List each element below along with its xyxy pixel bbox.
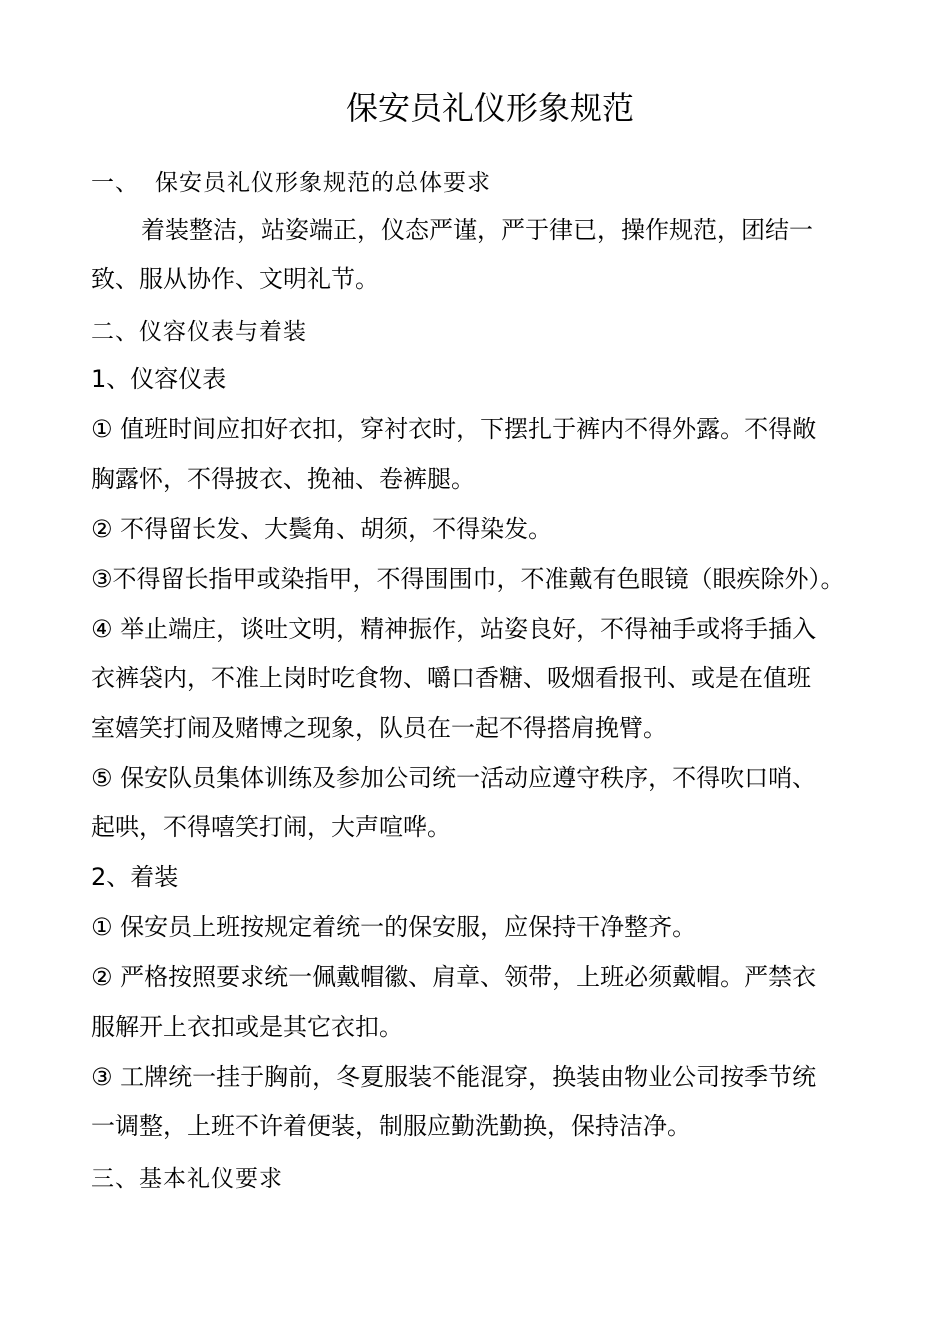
section-heading-1 — [91, 166, 491, 200]
paragraph-line: 着装整洁，站姿端正，仪态严谨，严于律已，操作规范，团结一 — [141, 216, 813, 244]
section-heading-2: 二、仪容仪表与着装 — [91, 319, 307, 345]
list-item-line: ③ 工牌统一挂于胸前，冬夏服装不能混穿，换装由物业公司按季节统 — [91, 1063, 817, 1091]
list-item-line: ④ 举止端庄，谈吐文明，精神振作，站姿良好，不得袖手或将手插入 — [91, 615, 817, 643]
list-item-line: ① 保安员上班按规定着统一的保安服，应保持干净整齐。 — [91, 913, 697, 941]
paragraph-line: 致、服从协作、文明礼节。 — [91, 265, 379, 293]
list-item-line: 胸露怀，不得披衣、挽袖、卷裤腿。 — [91, 465, 475, 493]
section-number: 一、 — [91, 170, 139, 196]
list-item-line: ⑤ 保安队员集体训练及参加公司统一活动应遵守秩序，不得吹口哨、 — [91, 764, 817, 792]
list-item-line: 服解开上衣扣或是其它衣扣。 — [91, 1013, 403, 1041]
list-item-line: 起哄，不得嘻笑打闹，大声喧哗。 — [91, 813, 451, 841]
list-item-line: 一调整，上班不许着便装，制服应勤洗勤换，保持洁净。 — [91, 1112, 691, 1140]
list-item-line: ① 值班时间应扣好衣扣，穿衬衣时，下摆扎于裤内不得外露。不得敞 — [91, 415, 817, 443]
list-item-line: ② 严格按照要求统一佩戴帽徽、肩章、领带，上班必须戴帽。严禁衣 — [91, 963, 817, 991]
list-item-line: ③不得留长指甲或染指甲，不得围围巾，不准戴有色眼镜（眼疾除外）。 — [91, 565, 845, 593]
list-item-line: 室嬉笑打闹及赌博之现象，队员在一起不得搭肩挽臂。 — [91, 714, 667, 742]
section-heading-3: 三、基本礼仪要求 — [91, 1166, 283, 1192]
list-item-line: 衣裤袋内，不准上岗时吃食物、嚼口香糖、吸烟看报刊、或是在值班 — [91, 664, 811, 692]
section-heading-text: 保安员礼仪形象规范的总体要求 — [155, 170, 491, 196]
list-item-line: ② 不得留长发、大鬓角、胡须，不得染发。 — [91, 515, 553, 543]
document-title: 保安员礼仪形象规范 — [345, 89, 634, 127]
subsection-heading-2: 2、着装 — [91, 863, 179, 891]
subsection-heading-1: 1、仪容仪表 — [91, 365, 227, 393]
